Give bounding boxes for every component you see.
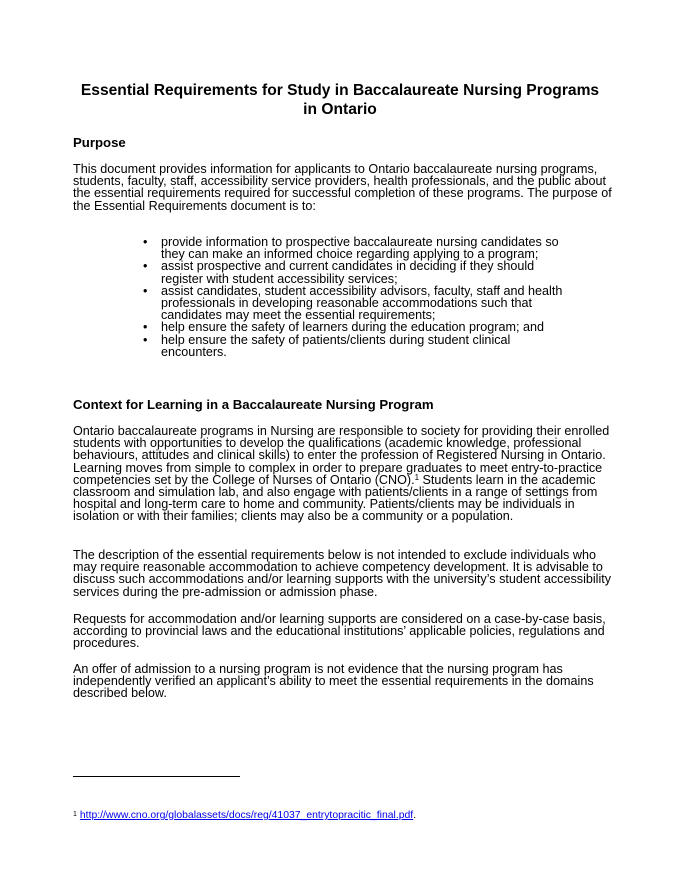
bullet-item	[145, 236, 565, 260]
context-paragraph-3: Requests for accommodation and/or learning supports are considered on a case-by-case basis, according to provincial laws and the educational institutions’ applicable policies, regulations and procedures.	[73, 612, 606, 651]
title-line-1: Essential Requirements for Study in Baccalaureate Nursing Programs	[80, 82, 600, 99]
footnote-separator	[73, 776, 240, 777]
bullet-icon: •	[143, 332, 148, 347]
paragraph-text: Ontario baccalaureate programs in Nursing are responsible to society for providing their enrolled students with opportunities to develop the qualifications (academic knowledge, professional behaviours, attitudes and clinical skills) to enter the profession of Registered Nursing in Ontario. Learning moves from simple to complex in order to prepare graduates to meet entry-to-practice competencies set by the College of Nurses of Ontario (CNO).	[73, 424, 610, 487]
context-paragraph-4: An offer of admission to a nursing program is not evidence that the nursing program has independently verified an applicant’s ability to meet the essential requirements in the domains described below.	[73, 662, 594, 701]
bullet-text: provide information to prospective baccalaureate nursing candidates so they can make an informed choice regarding applying to a program;	[161, 235, 559, 262]
context-heading: Context for Learning in a Baccalaureate Nursing Program	[73, 397, 434, 412]
footnote-marker: 1	[73, 811, 77, 818]
footnote-reference[interactable]: 1	[414, 472, 420, 482]
context-paragraph-2: The description of the essential requirements below is not intended to exclude individuals who may require reasonable accommodation to achieve competency development. It is advisable to discuss such accommodations and/or learning supports with the university’s student accessibility services during the pre-admission or admission phase.	[73, 548, 612, 599]
bullet-icon: •	[143, 283, 148, 298]
purpose-heading: Purpose	[73, 135, 126, 150]
bullet-icon: •	[143, 235, 148, 249]
bullet-icon: •	[143, 259, 148, 274]
paragraph-text: Students learn in the academic classroom and simulation lab, and also engage with patients/clients in a range of settings from hospital and long-term care to home and community. Patients/clients may be individuals in isolation or with their families; clients may also be a community or a population.	[73, 472, 598, 524]
footnote-trail: .	[413, 810, 417, 821]
document-title	[60, 81, 620, 119]
footnote-link[interactable]: http://www.cno.org/globalassets/docs/reg/41037_entrytopracitic_final.pdf	[79, 810, 414, 821]
bullet-text: help ensure the safety of learners during the education program; and	[161, 320, 544, 335]
bullet-icon: •	[143, 320, 148, 335]
bullet-item	[145, 260, 565, 284]
bullet-item	[145, 334, 565, 358]
footnote	[73, 809, 416, 822]
bullet-item	[145, 285, 565, 322]
bullet-text: assist prospective and current candidates in deciding if they should register with student accessibility services;	[161, 259, 535, 286]
purpose-bullet-list	[145, 236, 565, 358]
title-line-2: in Ontario	[303, 101, 377, 118]
bullet-text: help ensure the safety of patients/clients during student clinical encounters.	[161, 332, 511, 359]
context-paragraph-1	[73, 425, 621, 523]
bullet-text: assist candidates, student accessibility advisors, faculty, staff and health professionals in developing reasonable accommodations such that candidates may meet the essential requirements;	[161, 283, 563, 323]
purpose-intro: This document provides information for applicants to Ontario baccalaureate nursing programs, students, faculty, staff, accessibility service providers, health professionals, and the public about the essential requirements required for successful completion of these programs. The purpose of the Essential Requirements document is to:	[73, 162, 612, 213]
